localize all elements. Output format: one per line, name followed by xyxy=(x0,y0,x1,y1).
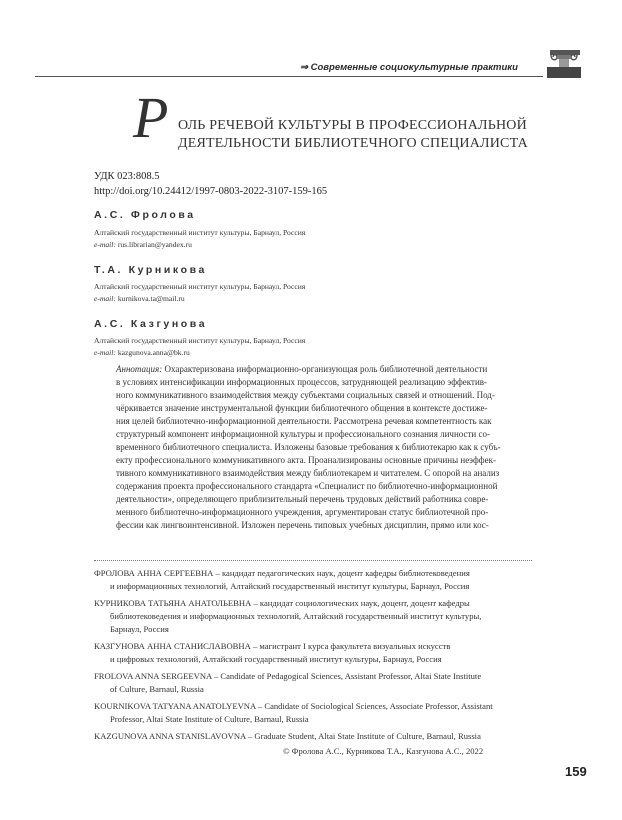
article-title-line-2: ДЕЯТЕЛЬНОСТИ БИБЛИОТЕЧНОГО СПЕЦИАЛИСТА xyxy=(178,136,528,151)
arrow-icon: ⇒ xyxy=(300,62,308,73)
footnote-line: of Culture, Barnaul, Russia xyxy=(110,684,204,694)
abstract-line: в условиях интенсификации информационных процессов, затрудняющей реализацию эффектив- xyxy=(116,377,488,387)
abstract-line: содержания проекта профессионального стандарта «Специалист по библиотечно-информационной xyxy=(116,481,498,491)
abstract-line: екту профессионального коммуникативного акта. Проанализированы основные причины неэффек- xyxy=(116,455,496,465)
abstract-line: чёркивается значение инструментальной функции библиотечного общения в контексте достиже- xyxy=(116,403,488,413)
abstract-line: фессии как лингвоинтенсивной. Изложен перечень типовых учебных дисциплин, прямо или кос- xyxy=(116,520,489,530)
footnote-line: Professor, Altai State Institute of Culture, Barnaul, Russia xyxy=(110,714,309,724)
footnote-line: FROLOVA ANNA SERGEEVNA – Candidate of Pedagogical Sciences, Assistant Professor, Altai State Institute xyxy=(94,671,482,681)
author-affiliation: Алтайский государственный институт культуры, Барнаул, Россия xyxy=(94,228,306,237)
header-rule xyxy=(35,76,543,77)
footnote-separator xyxy=(94,560,532,561)
abstract-line: тивного коммуникативного взаимодействия между библиотекарем и читателем. С опорой на анализ xyxy=(116,468,500,478)
footnote-line: Барнаул, Россия xyxy=(110,624,169,634)
author-name: Т.А. Курникова xyxy=(94,264,207,276)
author-email: e-mail: kurnikova.ta@mail.ru xyxy=(94,294,185,303)
abstract-line: Аннотация: Охарактеризована информационно-организующая роль библиотечной деятельности xyxy=(116,364,488,374)
author-name: А.С. Казгунова xyxy=(94,318,208,330)
author-affiliation: Алтайский государственный институт культуры, Барнаул, Россия xyxy=(94,336,306,345)
column-capital-icon xyxy=(545,47,583,79)
abstract-line: деятельности», определяющего приблизительный перечень трудовых действий работника совре- xyxy=(116,494,489,504)
abstract-line: временного библиотечного специалиста. Изложены базовые требования к библиотекарю как к субъ- xyxy=(116,442,501,452)
page-number: 159 xyxy=(565,764,587,779)
footnote-line: и цифровых технологий, Алтайский государственный институт культуры, Барнаул, Россия xyxy=(110,654,442,664)
author-email: e-mail: rus.librarian@yandex.ru xyxy=(94,240,192,249)
footnote-line: КУРНИКОВА ТАТЬЯНА АНАТОЛЬЕВНА – кандидат социологических наук, доцент, доцент кафедры xyxy=(94,598,470,608)
section-title: ⇒ Современные социокультурные практики xyxy=(300,62,518,73)
abstract-line: структурный компонент информационной культуры и профессионального сознания личности со- xyxy=(116,429,490,439)
copyright: © Фролова А.С., Курникова Т.А., Казгунова А.С., 2022 xyxy=(283,746,484,756)
footnote-line: KAZGUNOVA ANNA STANISLAVOVNA – Graduate Student, Altai State Institute of Culture, Barnaul, Russia xyxy=(94,731,481,741)
abstract-line: ния целей библиотечно-информационной деятельности. Рассмотрена речевая компетентность как xyxy=(116,416,492,426)
author-name: А.С. Фролова xyxy=(94,209,196,221)
author-email: e-mail: kazgunova.anna@bk.ru xyxy=(94,348,190,357)
footnote-line: библиотековедения и информационных технологий, Алтайский государственный институт культуры, xyxy=(110,611,482,621)
abstract-line: менного библиотечно-информационного учреждения, аргументирован статус библиотечной про- xyxy=(116,507,489,517)
udk: УДК 023:808.5 xyxy=(94,171,160,182)
abstract-line: ного коммуникативного взаимодействия между субъектами социальных связей и отношений. Под- xyxy=(116,390,495,400)
footnote-line: и информационных технологий, Алтайский государственный институт культуры, Барнаул, Россия xyxy=(110,581,470,591)
article-title-line-1: ОЛЬ РЕЧЕВОЙ КУЛЬТУРЫ В ПРОФЕССИОНАЛЬНОЙ xyxy=(178,118,527,133)
title-initial: Р xyxy=(133,85,169,150)
doi-link[interactable]: http://doi.org/10.24412/1997-0803-2022-3107-159-165 xyxy=(94,186,328,197)
author-affiliation: Алтайский государственный институт культуры, Барнаул, Россия xyxy=(94,282,306,291)
footnote-line: KOURNIKOVA TATYANA ANATOLYEVNA – Candidate of Sociological Sciences, Associate Professor, Assistant xyxy=(94,701,493,711)
footnote-line: ФРОЛОВА АННА СЕРГЕЕВНА – кандидат педагогических наук, доцент кафедры библиотековедения xyxy=(94,568,470,578)
footnote-line: КАЗГУНОВА АННА СТАНИСЛАВОВНА – магистрант I курса факультета визуальных искусств xyxy=(94,641,451,651)
